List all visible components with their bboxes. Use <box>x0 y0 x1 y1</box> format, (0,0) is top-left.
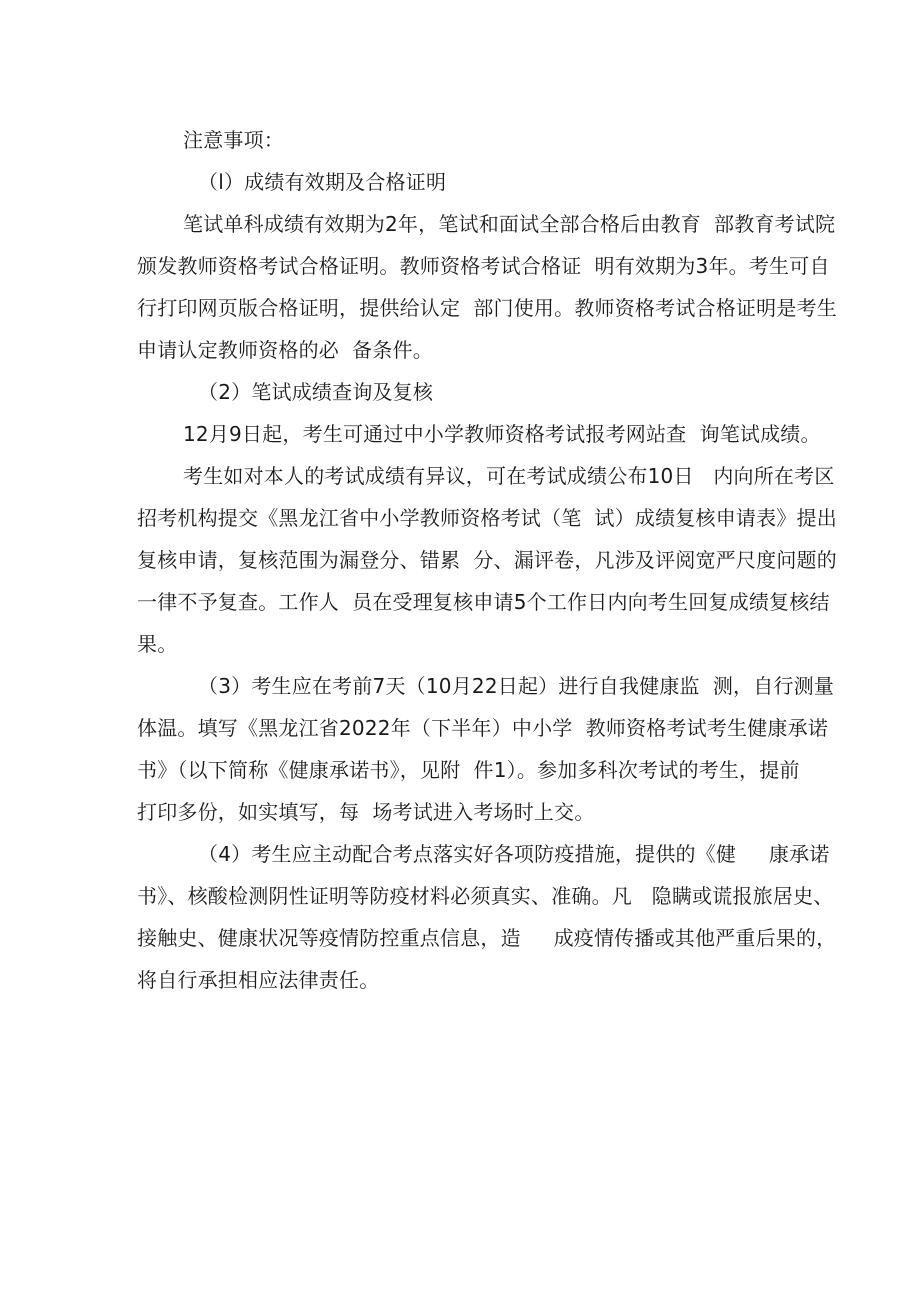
section-4-line-2: 书》、核酸检测阴性证明等防疫材料必须真实、准确。凡 隐瞒或谎报旅居史、 <box>137 884 834 908</box>
section-3-line-3: 书》（以下简称《健康承诺书》，见附 件1）。参加多科次考试的考生，提前 <box>137 758 800 782</box>
section-2-line-2: 考生如对本人的考试成绩有异议，可在考试成绩公布10日 内向所在考区 <box>183 464 835 488</box>
section-3-line-4: 打印多份，如实填写，每 场考试进入考场时上交。 <box>137 800 595 824</box>
section-3-line-1: （3）考生应在考前7天（10月22日起）进行自我健康监 测，自行测量 <box>198 674 835 698</box>
notice-heading: 注意事项： <box>183 128 284 152</box>
section-4-line-4: 将自行承担相应法律责任。 <box>137 968 380 992</box>
section-1-line-3: 行打印网页版合格证明，提供给认定 部门使用。教师资格考试合格证明是考生 <box>137 296 837 320</box>
section-1-line-1: 笔试单科成绩有效期为2年，笔试和面试全部合格后由教育 部教育考试院 <box>183 212 836 236</box>
section-1-line-2: 颁发教师资格考试合格证明。教师资格考试合格证 明有效期为3年。考生可自 <box>137 254 830 278</box>
section-3-line-2: 体温。填写《黑龙江省2022年（下半年）中小学 教师资格考试考生健康承诺 <box>137 716 829 740</box>
section-2-line-4: 复核申请，复核范围为漏登分、错累 分、漏评卷，凡涉及评阅宽严尺度问题的 <box>137 548 837 572</box>
section-2-title: （2）笔试成绩查询及复核 <box>198 380 434 404</box>
section-4-line-1: （4）考生应主动配合考点落实好各项防疫措施，提供的《健 康承诺 <box>198 842 830 866</box>
section-1-title: （l）成绩有效期及合格证明 <box>198 170 447 194</box>
section-4-line-3: 接触史、健康状况等疫情防控重点信息，造 成疫情传播或其他严重后果的， <box>137 926 837 950</box>
section-2-line-3: 招考机构提交《黑龙江省中小学教师资格考试（笔 试）成绩复核申请表》提出 <box>137 506 837 530</box>
section-2-line-6: 果。 <box>137 632 178 656</box>
section-1-line-4: 申请认定教师资格的必 备条件。 <box>137 338 433 362</box>
section-2-line-1: 12月9日起，考生可通过中小学教师资格考试报考网站查 询笔试成绩。 <box>183 422 821 446</box>
section-2-line-5: 一律不予复查。工作人 员在受理复核申请5个工作日内向考生回复成绩复核结 <box>137 590 830 614</box>
